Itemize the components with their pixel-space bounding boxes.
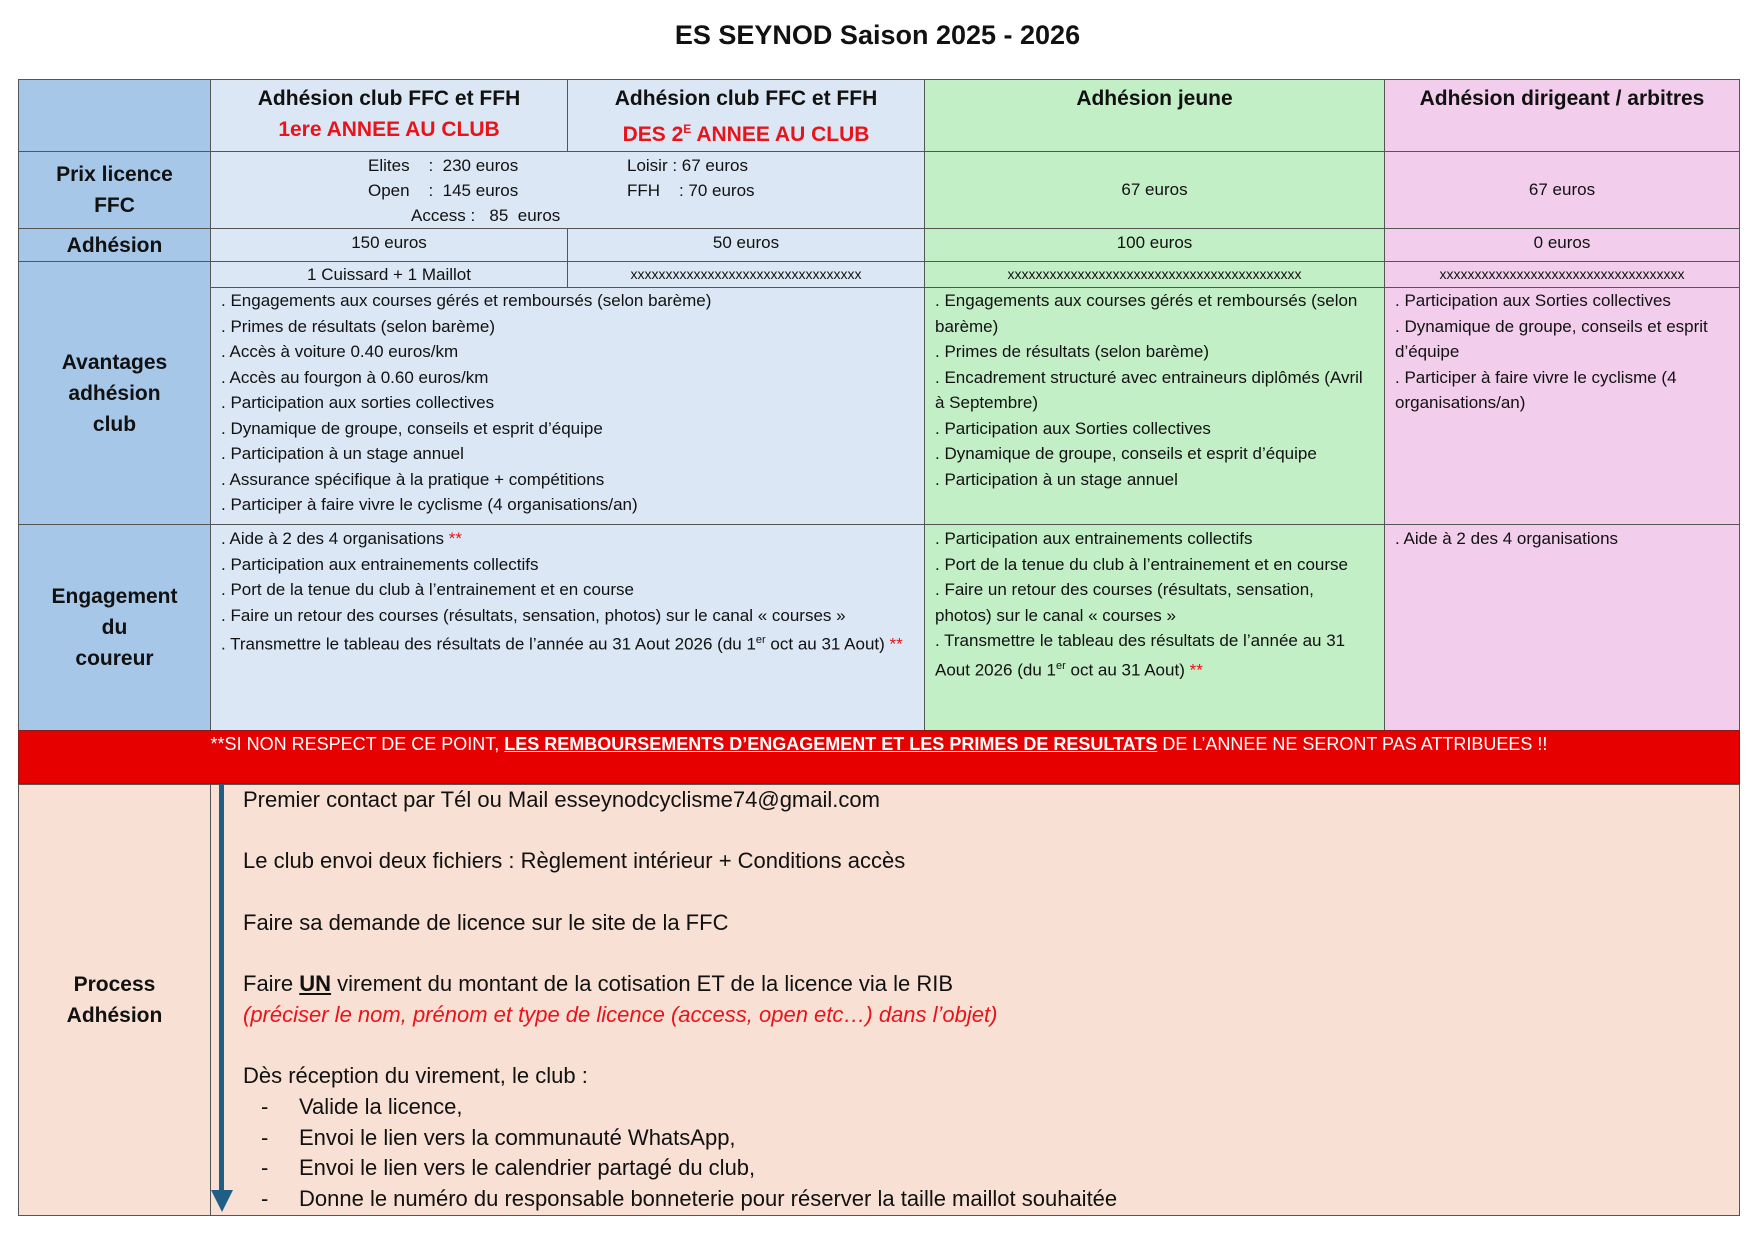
kit-first: 1 Cuissard + 1 Maillot bbox=[210, 261, 568, 288]
arrow-head-icon bbox=[211, 1190, 233, 1212]
adhesion-jeune: 100 euros bbox=[924, 228, 1385, 262]
row-label-prix: Prix licence FFC bbox=[18, 151, 211, 229]
row-label-avantages: Avantages adhésion club bbox=[18, 261, 211, 525]
prix-adulte bbox=[210, 151, 925, 229]
warning-banner: **SI NON RESPECT DE CE POINT, LES REMBOURSEMENTS D’ENGAGEMENT ET LES PRIMES DE RESULTATS DE L’ANNEE NE SERONT PAS ATTRIBUEES !! bbox=[18, 730, 1740, 784]
kit-second: xxxxxxxxxxxxxxxxxxxxxxxxxxxxxxxxx bbox=[567, 261, 925, 288]
avantages-jeune: . Engagements aux courses gérés et remboursés (selon barème) . Primes de résultats (selon barème) . Encadrement structuré avec entraineurs diplômés (Avril à Septembre) . Participation aux Sorties collectives . Dynamique de groupe, conseils et esprit d’équipe . Participation à un stage annuel bbox=[924, 287, 1385, 525]
row-label-process: Process Adhésion bbox=[18, 784, 211, 1216]
price-access: Access : 85 euros bbox=[411, 206, 561, 225]
header-subtext: DES $2^E$ ANNEE AU CLUB bbox=[622, 122, 870, 146]
avantages-dirigeant: . Participation aux Sorties collectives . Dynamique de groupe, conseils et esprit d’équipe . Participer à faire vivre le cyclisme (4 organisations/an) bbox=[1384, 287, 1740, 525]
price-loisir: Loisir : 67 euros bbox=[627, 156, 748, 175]
kit-dirigeant: xxxxxxxxxxxxxxxxxxxxxxxxxxxxxxxxxxx bbox=[1384, 261, 1740, 288]
page-title: ES SEYNOD Saison 2025 - 2026 bbox=[674, 20, 1081, 50]
step-reception: Dès réception du virement, le club : bbox=[243, 1063, 588, 1089]
price-elites: Elites : 230 euros bbox=[368, 156, 519, 175]
adhesion-first: 150 euros bbox=[210, 228, 568, 262]
header-dirigeant: Adhésion dirigeant / arbitres bbox=[1384, 79, 1740, 152]
engagement-adulte: . Aide à 2 des 4 organisations ** . Participation aux entrainements collectifs . Port de la tenue du club à l’entrainement et en course . Faire un retour des courses (résultats, sensation, photos) sur le canal « courses » . Transmettre le tableau des résultats de l’année au 31 Aout 2026 (du 1er oct au 31 Aout) ** bbox=[210, 524, 925, 731]
engagement-dirigeant: . Aide à 2 des 4 organisations bbox=[1384, 524, 1740, 731]
prix-jeune: 67 euros bbox=[924, 151, 1385, 229]
engagement-jeune: . Participation aux entrainements collectifs . Port de la tenue du club à l’entrainement et en course . Faire un retour des courses (résultats, sensation, photos) sur le canal « courses » . Transmettre le tableau des résultats de l’année au 31 Aout 2026 (du 1er oct au 31 Aout) ** bbox=[924, 524, 1385, 731]
price-ffh: FFH : 70 euros bbox=[627, 181, 755, 200]
header-jeune: Adhésion jeune bbox=[924, 79, 1385, 152]
price-open: Open : 145 euros bbox=[368, 181, 519, 200]
corner-cell bbox=[18, 79, 211, 152]
adhesion-second: 50 euros bbox=[567, 228, 925, 262]
step-contact: Premier contact par Tél ou Mail esseynodcyclisme74@gmail.com bbox=[243, 787, 880, 812]
step-note: (préciser le nom, prénom et type de licence (access, open etc…) dans l’objet) bbox=[243, 1001, 998, 1027]
step-licence: Faire sa demande de licence sur le site de la FFC bbox=[243, 909, 729, 935]
header-text: Adhésion club FFC et FFH bbox=[257, 87, 521, 110]
step-virement: Faire UN virement du montant de la cotisation ET de la licence via le RIB bbox=[243, 971, 954, 997]
process-steps: Premier contact par Tél ou Mail esseynodcyclisme74@gmail.com Le club envoi deux fichiers : Règlement intérieur + Conditions accès Faire sa demande de licence sur le site de la FFC Faire UN virement du montant de la cotisation ET de la licence via le RIB (préciser le nom, prénom et type de licence (access, open etc…) dans l’objet) Dès réception du virement, le club : - Valide la licence, - Envoi le lien vers la communauté WhatsApp, - Envoi le lien vers le calendrier partagé du club, - Donne le numéro du responsable bonneterie pour réserver la taille maillot souhaitée bbox=[210, 784, 1740, 1216]
step-files: Le club envoi deux fichiers : Règlement intérieur + Conditions accès bbox=[243, 848, 906, 874]
header-first-year bbox=[210, 79, 568, 152]
kit-jeune: xxxxxxxxxxxxxxxxxxxxxxxxxxxxxxxxxxxxxxxxxx bbox=[924, 261, 1385, 288]
avantages-adulte: . Engagements aux courses gérés et remboursés (selon barème) . Primes de résultats (selon barème) . Accès à voiture 0.40 euros/km . Accès au fourgon à 0.60 euros/km . Participation aux sorties collectives . Dynamique de groupe, conseils et esprit d’équipe . Participation à un stage annuel . Assurance spécifique à la pratique + compétitions . Participer à faire vivre le cyclisme (4 organisations/an) bbox=[210, 287, 925, 525]
row-label-adhesion: Adhésion bbox=[18, 228, 211, 262]
prix-dirigeant: 67 euros bbox=[1384, 151, 1740, 229]
adhesion-dirigeant: 0 euros bbox=[1384, 228, 1740, 262]
row-label-engagement: Engagement du coureur bbox=[18, 524, 211, 731]
header-text: Adhésion club FFC et FFH bbox=[614, 87, 878, 110]
header-second-year bbox=[567, 79, 925, 152]
header-subtext: 1ere ANNEE AU CLUB bbox=[278, 118, 500, 141]
process-arrow-icon bbox=[219, 784, 224, 1194]
